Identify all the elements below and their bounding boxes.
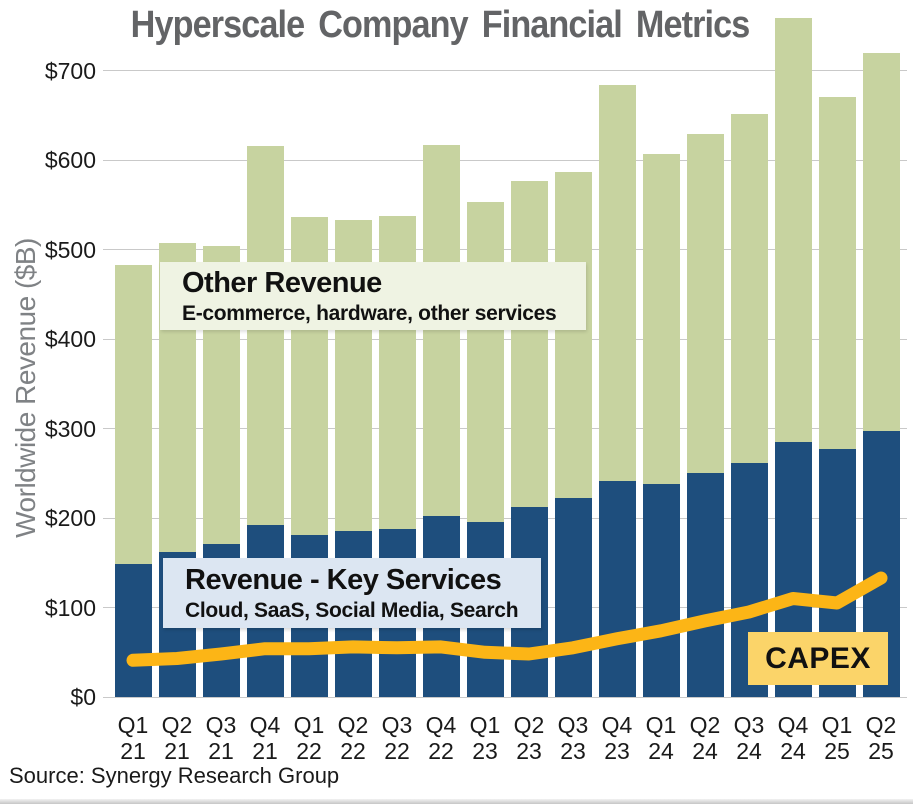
bar-other-revenue-Q3-24 bbox=[731, 114, 768, 463]
x-tick-Q4-21 bbox=[243, 712, 287, 764]
y-tick-600: $600 bbox=[44, 147, 96, 173]
x-tick-Q2-25 bbox=[859, 712, 903, 764]
x-tick-Q1-22 bbox=[287, 712, 331, 764]
y-tick-700: $700 bbox=[44, 57, 96, 84]
bar-other-revenue-Q4-22 bbox=[423, 145, 460, 516]
x-tick-Q4-24 bbox=[771, 712, 815, 764]
x-tick-Q1-23 bbox=[463, 712, 507, 764]
x-tick-Q1-21 bbox=[111, 712, 155, 764]
x-tick-Q4-22 bbox=[419, 712, 463, 764]
x-tick-Q1-25 bbox=[815, 712, 859, 764]
x-tick-line: 21 bbox=[164, 738, 190, 764]
x-tick-line: 22 bbox=[384, 738, 410, 764]
x-tick-line: Q1 bbox=[645, 712, 677, 738]
source-note: Source: Synergy Research Group bbox=[9, 763, 340, 788]
x-tick-Q3-24 bbox=[727, 712, 771, 764]
x-tick-Q3-21 bbox=[199, 712, 243, 764]
x-tick-Q2-23 bbox=[507, 712, 551, 764]
x-tick-line: Q2 bbox=[513, 712, 545, 738]
bar-other-revenue-Q2-25 bbox=[863, 53, 900, 431]
legend-other-revenue-subtitle: E-commerce, hardware, other services bbox=[182, 302, 557, 325]
x-tick-line: Q2 bbox=[337, 712, 369, 738]
x-tick-line: Q3 bbox=[205, 712, 237, 738]
legend-other-revenue-title: Other Revenue bbox=[182, 267, 382, 299]
x-tick-line: 23 bbox=[472, 738, 498, 764]
bar-other-revenue-Q1-24 bbox=[643, 154, 680, 484]
y-axis-title: Worldwide Revenue ($B) bbox=[10, 238, 41, 538]
x-tick-line: Q4 bbox=[601, 712, 633, 738]
x-tick-line: Q3 bbox=[557, 712, 589, 738]
x-tick-line: Q2 bbox=[865, 712, 897, 738]
x-tick-line: Q4 bbox=[425, 712, 457, 738]
x-tick-Q3-23 bbox=[551, 712, 595, 764]
bar-key-services-Q1-21 bbox=[115, 564, 152, 697]
bottom-edge bbox=[0, 799, 913, 804]
bar-other-revenue-Q4-21 bbox=[247, 146, 284, 525]
x-tick-line: 23 bbox=[560, 738, 586, 764]
chart-title: Hyperscale Company Financial Metrics bbox=[130, 4, 750, 46]
bar-key-services-Q2-24 bbox=[687, 473, 724, 697]
capex-label-box: CAPEX bbox=[748, 632, 888, 685]
x-tick-line: 22 bbox=[340, 738, 366, 764]
x-tick-line: Q1 bbox=[117, 712, 149, 738]
x-tick-line: Q1 bbox=[293, 712, 325, 738]
bar-other-revenue-Q1-23 bbox=[467, 202, 504, 522]
x-tick-line: 21 bbox=[252, 738, 278, 764]
y-tick-500: $500 bbox=[44, 236, 96, 263]
x-tick-Q1-24 bbox=[639, 712, 683, 764]
x-tick-line: Q4 bbox=[249, 712, 281, 738]
x-tick-Q4-23 bbox=[595, 712, 639, 764]
x-tick-Q2-24 bbox=[683, 712, 727, 764]
x-tick-line: 25 bbox=[868, 738, 894, 764]
x-tick-line: Q1 bbox=[469, 712, 501, 738]
bar-key-services-Q3-23 bbox=[555, 498, 592, 697]
y-tick-100: $100 bbox=[44, 594, 96, 621]
x-tick-line: Q3 bbox=[381, 712, 413, 738]
y-tick-0: $0 bbox=[70, 684, 96, 710]
legend-key-services-title: Revenue - Key Services bbox=[185, 564, 502, 596]
legend-other-revenue bbox=[160, 262, 586, 330]
x-tick-line: 22 bbox=[428, 738, 454, 764]
legend-key-services-subtitle: Cloud, SaaS, Social Media, Search bbox=[185, 599, 519, 622]
legend-key-services bbox=[163, 558, 541, 628]
bar-other-revenue-Q2-24 bbox=[687, 134, 724, 473]
bar-other-revenue-Q1-25 bbox=[819, 97, 856, 449]
x-tick-line: 21 bbox=[120, 738, 146, 764]
x-tick-line: Q4 bbox=[777, 712, 809, 738]
bar-other-revenue-Q1-21 bbox=[115, 265, 152, 564]
x-tick-line: 22 bbox=[296, 738, 322, 764]
bar-other-revenue-Q4-24 bbox=[775, 18, 812, 442]
x-tick-line: 24 bbox=[780, 738, 806, 764]
bar-other-revenue-Q4-23 bbox=[599, 85, 636, 481]
x-tick-line: 24 bbox=[648, 738, 674, 764]
x-tick-line: Q2 bbox=[689, 712, 721, 738]
bar-key-services-Q1-24 bbox=[643, 484, 680, 697]
x-tick-Q2-22 bbox=[331, 712, 375, 764]
y-tick-300: $300 bbox=[44, 415, 96, 442]
y-tick-400: $400 bbox=[44, 326, 96, 352]
bar-other-revenue-Q2-23 bbox=[511, 181, 548, 507]
x-tick-Q2-21 bbox=[155, 712, 199, 764]
x-tick-line: 21 bbox=[208, 738, 234, 764]
bar-key-services-Q4-23 bbox=[599, 481, 636, 697]
x-tick-line: Q2 bbox=[161, 712, 193, 738]
x-tick-Q3-22 bbox=[375, 712, 419, 764]
x-tick-line: 23 bbox=[604, 738, 630, 764]
x-tick-line: 24 bbox=[692, 738, 718, 764]
x-tick-line: Q3 bbox=[733, 712, 765, 738]
x-tick-line: 23 bbox=[516, 738, 542, 764]
y-tick-200: $200 bbox=[44, 505, 96, 531]
x-tick-line: 24 bbox=[736, 738, 762, 764]
x-tick-line: Q1 bbox=[821, 712, 853, 738]
bar-other-revenue-Q3-23 bbox=[555, 172, 592, 499]
x-tick-line: 25 bbox=[824, 738, 850, 764]
